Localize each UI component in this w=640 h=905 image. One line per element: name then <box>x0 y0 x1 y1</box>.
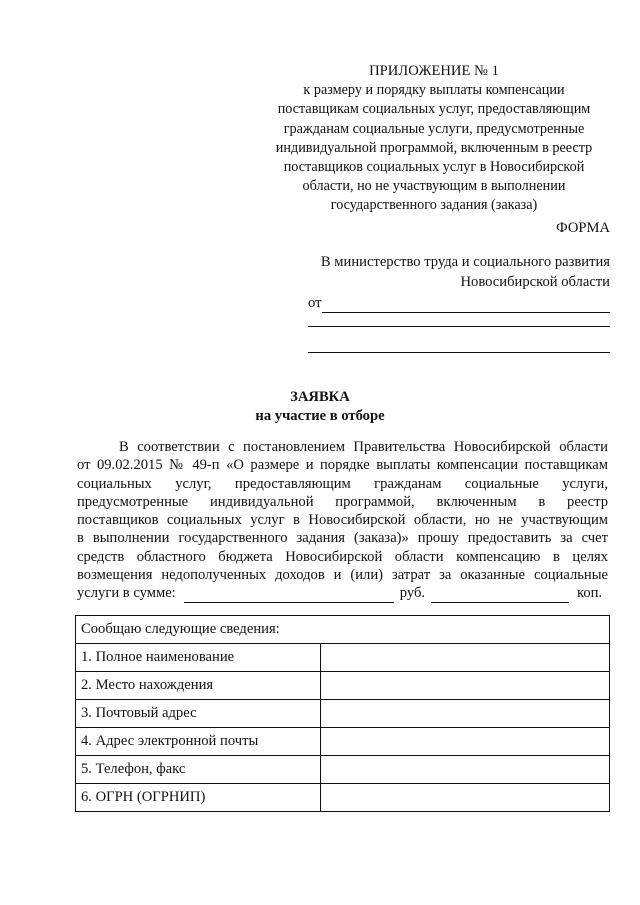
addressee-block <box>308 252 610 313</box>
table-row <box>76 644 610 672</box>
paragraph-line: возмещения недополученных доходов и (или) затрат за оказанные социальные <box>77 567 608 584</box>
table-header-cell: Сообщаю следующие сведения: <box>76 616 610 644</box>
row-label: 2. Место нахождения <box>76 672 321 700</box>
annex-line: к размеру и порядку выплаты компенсации <box>303 82 565 99</box>
row-label: 4. Адрес электронной почты <box>76 728 321 756</box>
form-label: ФОРМА <box>556 220 610 236</box>
amount-kop-field[interactable] <box>431 588 569 603</box>
annex-line: области, но не участвующим в выполнении <box>302 178 566 195</box>
table-header-row <box>76 616 610 644</box>
table-row <box>76 784 610 812</box>
rub-label: руб. <box>399 585 426 602</box>
paragraph-line: поставщиков социальных услуг в Новосибирской области, но не участвующим <box>77 512 608 529</box>
amount-line <box>77 584 608 602</box>
application-paragraph <box>77 438 608 603</box>
row-value-field[interactable] <box>321 728 610 756</box>
annex-line: гражданам социальные услуги, предусмотренные <box>283 120 585 137</box>
row-value-field[interactable] <box>321 700 610 728</box>
table-row <box>76 728 610 756</box>
row-label: 5. Телефон, факс <box>76 756 321 784</box>
title-main: ЗАЯВКА <box>290 389 350 405</box>
amount-rub-field[interactable] <box>184 588 394 603</box>
addressee-line-2: Новосибирской области <box>460 274 610 290</box>
row-label: 6. ОГРН (ОГРНИП) <box>76 784 321 812</box>
table-row <box>76 672 610 700</box>
row-value-field[interactable] <box>321 644 610 672</box>
annex-line: поставщикам социальных услуг, предоставляющим <box>277 101 591 118</box>
row-value-field[interactable] <box>321 756 610 784</box>
row-label: 3. Почтовый адрес <box>76 700 321 728</box>
from-field-line-2[interactable] <box>308 326 610 327</box>
from-field[interactable] <box>322 298 610 313</box>
table-row <box>76 700 610 728</box>
addressee-line-1: В министерство труда и социального развития <box>320 254 610 270</box>
from-label: от <box>308 295 322 311</box>
paragraph-line: в выполнении государственного задания (заказа)» прошу предоставить за счет <box>77 530 608 547</box>
paragraph-line: средств областного бюджета Новосибирской области компенсацию в целях <box>77 548 608 565</box>
paragraph-line: социальных услуг, предоставляющим гражданам социальные услуги, <box>77 475 608 492</box>
title-sub: на участие в отборе <box>255 408 385 424</box>
from-row <box>308 293 610 313</box>
amount-prefix: услуги в сумме: <box>77 585 176 602</box>
row-value-field[interactable] <box>321 784 610 812</box>
annex-line: государственного задания (заказа) <box>330 197 538 214</box>
info-table <box>75 615 610 812</box>
annex-title: ПРИЛОЖЕНИЕ № 1 <box>369 63 499 79</box>
paragraph-line: предусмотренные индивидуальной программой, включенным в реестр <box>77 493 608 510</box>
paragraph-line: от 09.02.2015 № 49-п «О размере и порядке выплаты компенсации поставщикам <box>77 457 608 474</box>
row-label: 1. Полное наименование <box>76 644 321 672</box>
kop-label: коп. <box>577 585 603 602</box>
paragraph-line: В соответствии с постановлением Правительства Новосибирской области <box>119 439 608 455</box>
document-title <box>0 388 640 426</box>
row-value-field[interactable] <box>321 672 610 700</box>
annex-header <box>258 62 610 216</box>
from-field-line-3[interactable] <box>308 352 610 353</box>
annex-line: поставщиков социальных услуг в Новосибирской <box>283 159 585 176</box>
annex-line: индивидуальной программой, включенным в реестр <box>275 139 593 156</box>
table-row <box>76 756 610 784</box>
